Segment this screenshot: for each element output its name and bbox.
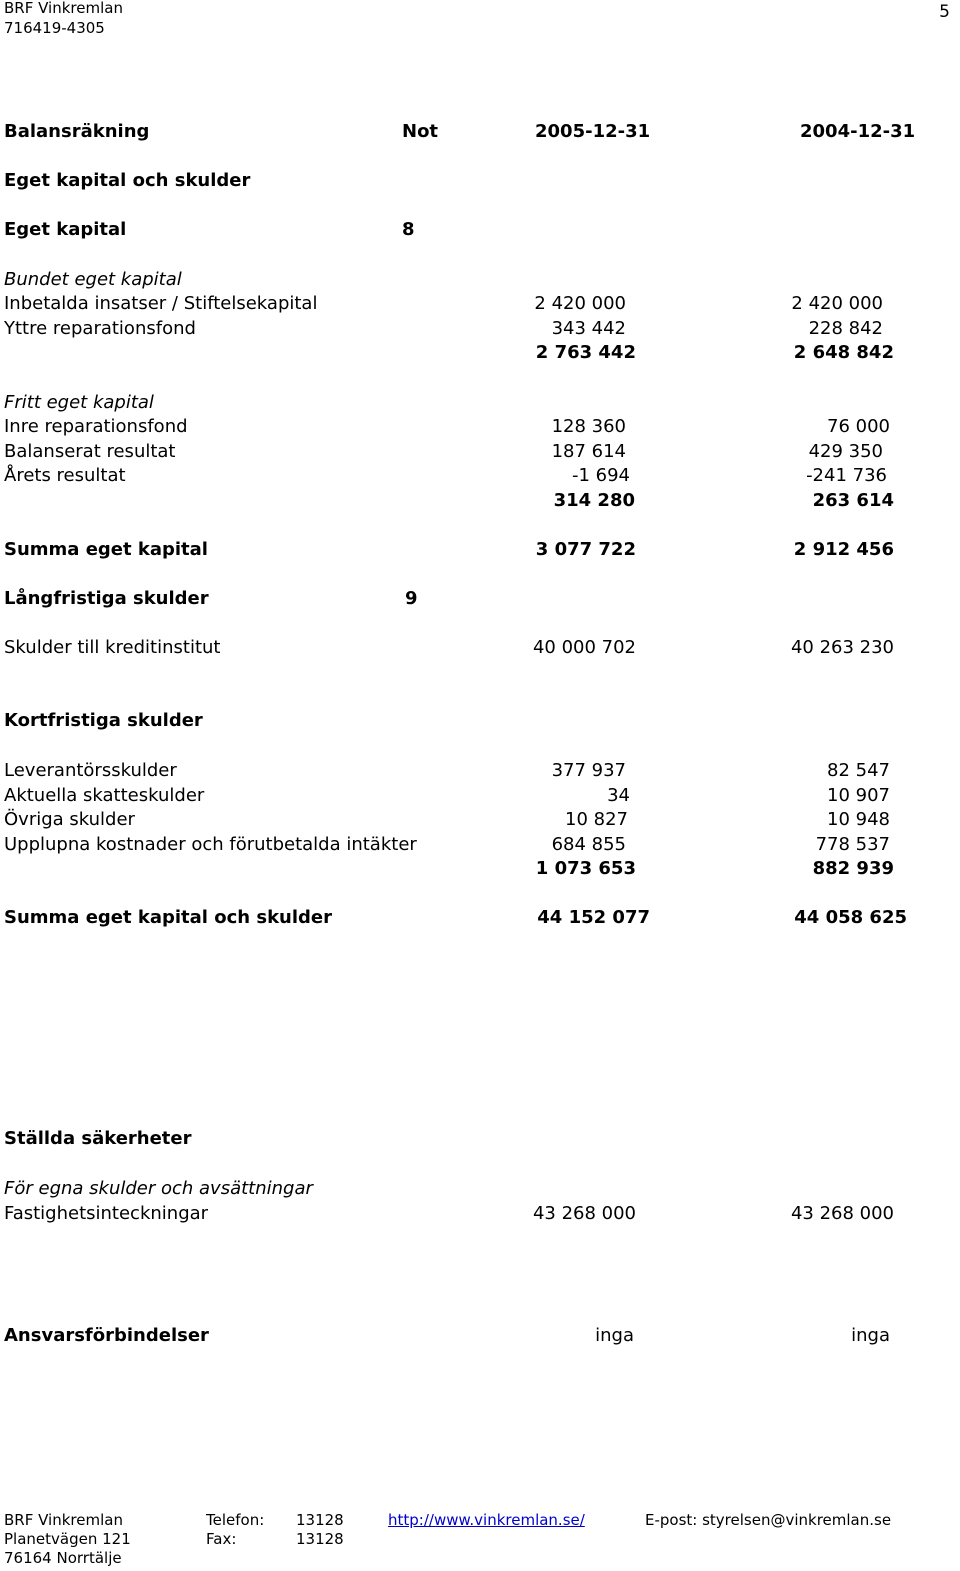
row-value-2004: 40 263 230 [790, 637, 894, 658]
subtotal-2005: 314 280 [553, 490, 635, 511]
subtotal-2004: 263 614 [812, 490, 894, 511]
row-value-2005: 684 855 [551, 834, 626, 855]
stallda-sakerheter-heading: Ställda säkerheter [4, 1128, 192, 1149]
row-label: Yttre reparationsfond [4, 318, 196, 339]
subtotal-2004: 882 939 [812, 858, 894, 879]
row-value-2005: 34 [607, 785, 630, 806]
row-value-2005: 128 360 [551, 416, 626, 437]
row-label: Aktuella skatteskulder [4, 785, 205, 806]
row-value-2004: 429 350 [808, 441, 883, 462]
section-title: Eget kapital och skulder [4, 170, 251, 191]
footer-email: E-post: styrelsen@vinkremlan.se [645, 1511, 892, 1529]
column-header-2004: 2004-12-31 [800, 121, 916, 142]
row-label: Inbetalda insatser / Stiftelsekapital [4, 293, 318, 314]
row-label: Inre reparationsfond [4, 416, 188, 437]
row-label: Skulder till kreditinstitut [4, 637, 221, 658]
row-value-2004: 82 547 [827, 760, 890, 781]
kortfristiga-heading: Kortfristiga skulder [4, 710, 203, 731]
column-header-2005: 2005-12-31 [535, 121, 651, 142]
row-value-2005: 343 442 [551, 318, 626, 339]
subtotal-2005: 1 073 653 [535, 858, 636, 879]
subtotal-2004: 2 648 842 [793, 342, 894, 363]
footer-postal: 76164 Norrtälje [4, 1549, 122, 1567]
summa-eget-kapital-2005: 3 077 722 [535, 539, 636, 560]
row-label: Balanserat resultat [4, 441, 176, 462]
row-value-2005: -1 694 [571, 465, 630, 486]
summa-total-2005: 44 152 077 [537, 907, 650, 928]
row-value-2005: 187 614 [551, 441, 626, 462]
org-number: 716419-4305 [4, 19, 105, 37]
page-number: 5 [939, 2, 950, 22]
row-value-2005: 10 827 [565, 809, 628, 830]
bundet-heading: Bundet eget kapital [4, 269, 182, 290]
footer-phone: 13128 [296, 1511, 344, 1529]
summa-total-label: Summa eget kapital och skulder [4, 907, 332, 928]
row-label: Årets resultat [4, 465, 126, 486]
row-value-2004: 228 842 [808, 318, 883, 339]
summa-total-2004: 44 058 625 [794, 907, 907, 928]
row-value-2005: 40 000 702 [532, 637, 636, 658]
row-value-2005: 43 268 000 [532, 1203, 636, 1224]
row-value-2004: 778 537 [815, 834, 890, 855]
org-name: BRF Vinkremlan [4, 0, 123, 17]
row-value-2004: 76 000 [827, 416, 890, 437]
page-title: Balansräkning [4, 121, 150, 142]
ansvarsforbindelser-heading: Ansvarsförbindelser [4, 1325, 209, 1346]
row-value-2004: 2 420 000 [791, 293, 883, 314]
eget-kapital-heading: Eget kapital [4, 219, 127, 240]
row-value-2005: 377 937 [551, 760, 626, 781]
footer-name: BRF Vinkremlan [4, 1511, 123, 1529]
footer-phone-label: Telefon: [206, 1511, 265, 1529]
row-value-2004: 43 268 000 [790, 1203, 894, 1224]
footer-fax-label: Fax: [206, 1530, 237, 1548]
langfristiga-note: 9 [405, 588, 418, 609]
row-value-2004: -241 736 [806, 465, 887, 486]
ansvarsforbindelser-2004: inga [851, 1325, 890, 1346]
footer-website-link[interactable]: http://www.vinkremlan.se/ [388, 1511, 585, 1529]
row-label: Fastighetsinteckningar [4, 1203, 209, 1224]
footer-address: Planetvägen 121 [4, 1530, 131, 1548]
eget-kapital-note: 8 [402, 219, 415, 240]
row-value-2004: 10 948 [827, 809, 890, 830]
stallda-sakerheter-subheading: För egna skulder och avsättningar [4, 1178, 313, 1199]
ansvarsforbindelser-2005: inga [595, 1325, 634, 1346]
row-value-2005: 2 420 000 [534, 293, 626, 314]
row-label: Upplupna kostnader och förutbetalda intäkter [4, 834, 417, 855]
row-label: Övriga skulder [4, 809, 135, 830]
summa-eget-kapital-label: Summa eget kapital [4, 539, 208, 560]
row-value-2004: 10 907 [827, 785, 890, 806]
row-label: Leverantörsskulder [4, 760, 177, 781]
not-column-header: Not [402, 121, 439, 142]
fritt-heading: Fritt eget kapital [4, 392, 154, 413]
langfristiga-heading: Långfristiga skulder [4, 588, 209, 609]
footer-fax: 13128 [296, 1530, 344, 1548]
subtotal-2005: 2 763 442 [535, 342, 636, 363]
summa-eget-kapital-2004: 2 912 456 [793, 539, 894, 560]
